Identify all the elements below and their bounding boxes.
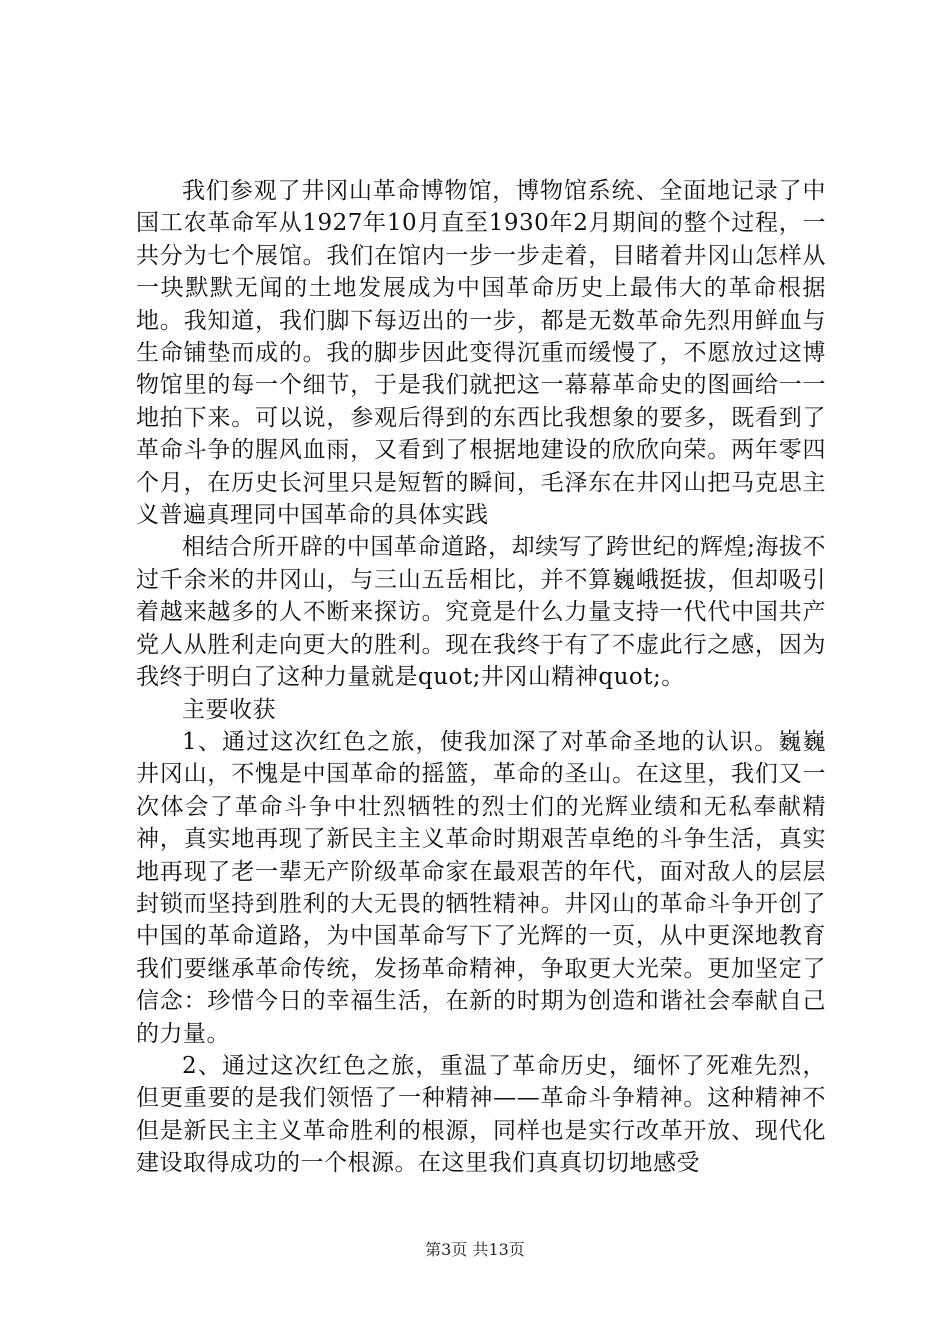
section-heading-main-gains: 主要收获 (182, 696, 276, 723)
paragraph-gain-1: 1、通过这次红色之旅，使我加深了对革命圣地的认识。巍巍井冈山，不愧是中国革命的摇篮，革命的圣山。在这里，我们又一次体会了革命斗争中壮烈牺牲的烈士们的光辉业绩和无私奉献精神，真实地再现了新民主主义革命时期艰苦卓绝的斗争生活，真实地再现了老一辈无产阶级革命家在最艰苦的年代，面对敌人的层层封锁而坚持到胜利的大无畏的牺牲精神。井冈山的革命斗争开创了中国的革命道路，为中国革命写下了光辉的一页，从中更深地教育我们要继承革命传统，发扬革命精神，争取更大光荣。更加坚定了信念：珍惜今日的幸福生活，在新的时期为创造和谐社会奉献自己的力量。 (136, 728, 826, 1047)
paragraph-jinggangshan-spirit: 相结合所开辟的中国革命道路，却续写了跨世纪的辉煌;海拔不过千余米的井冈山，与三山五岳相比，并不算巍峨挺拔，但却吸引着越来越多的人不断来探访。究竟是什么力量支持一代代中国共产党人从胜利走向更大的胜利。现在我终于有了不虚此行之感，因为我终于明白了这种力量就是quot;井冈山精神quot;。 (136, 534, 826, 691)
document-body (136, 175, 826, 1180)
page-number-footer: 第3页 共13页 (425, 1240, 525, 1259)
paragraph-gain-2: 2、通过这次红色之旅，重温了革命历史，缅怀了死难先烈，但更重要的是我们领悟了一种精神——革命斗争精神。这种精神不但是新民主主义革命胜利的根源，同样也是实行改革开放、现代化建设取得成功的一个根源。在这里我们真真切切地感受 (136, 1052, 826, 1177)
paragraph-museum-visit: 我们参观了井冈山革命博物馆，博物馆系统、全面地记录了中国工农革命军从1927年10月直至1930年2月期间的整个过程，一共分为七个展馆。我们在馆内一步一步走着，目睹着井冈山怎样从一块默默无闻的土地发展成为中国革命历史上最伟大的革命根据地。我知道，我们脚下每迈出的一步，都是无数革命先烈用鲜血与生命铺垫而成的。我的脚步因此变得沉重而缓慢了，不愿放过这博物馆里的每一个细节，于是我们就把这一幕幕革命史的图画给一一地拍下来。可以说，参观后得到的东西比我想象的要多，既看到了革命斗争的腥风血雨，又看到了根据地建设的欣欣向荣。两年零四个月，在历史长河里只是短暂的瞬间，毛泽东在井冈山把马克思主义普遍真理同中国革命的具体实践 (136, 178, 826, 529)
